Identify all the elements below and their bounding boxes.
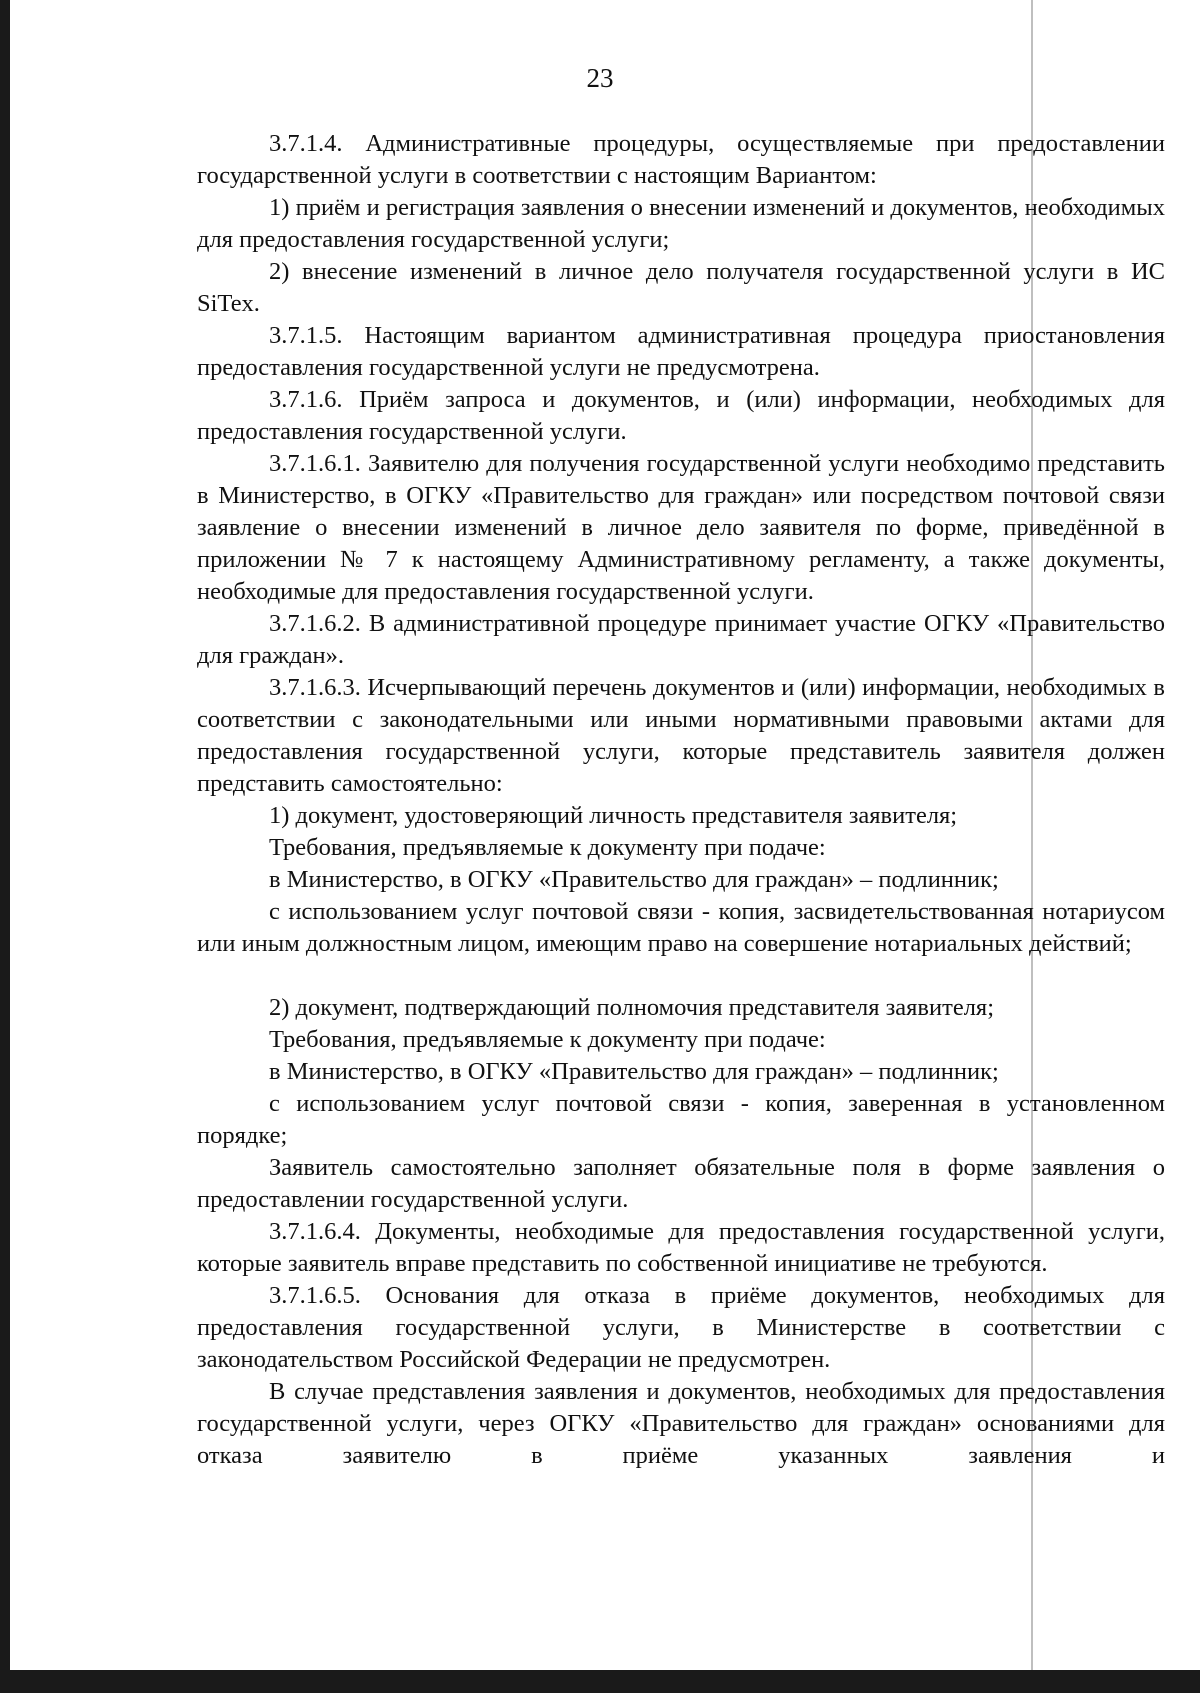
requirement-post-certified: с использованием услуг почтовой связи - копия, заверенная в установленном порядке; [197, 1090, 1165, 1149]
list-item-2-changes: 2) внесение изменений в личное дело получателя государственной услуги в ИС SiTex. [197, 258, 1165, 317]
document-body [197, 128, 1165, 1472]
requirements-heading-2: Требования, предъявляемые к документу при подаче: [269, 1026, 826, 1053]
paragraph-3-7-1-6: 3.7.1.6. Приём запроса и документов, и (или) информации, необходимых для предоставления государственной услуги. [197, 386, 1165, 445]
requirement-ministry: в Министерство, в ОГКУ «Правительство для граждан» – подлинник; [269, 866, 999, 893]
paragraph-3-7-1-6-3: 3.7.1.6.3. Исчерпывающий перечень документов и (или) информации, необходимых в соответствии с законодательными или иными нормативными правовыми актами для предоставления государственной услуги, которые представитель заявителя должен представить самостоятельно: [197, 674, 1165, 797]
scan-left-border [0, 0, 10, 1693]
paragraph-3-7-1-6-2: 3.7.1.6.2. В административной процедуре принимает участие ОГКУ «Правительство для граждан». [197, 610, 1165, 669]
paragraph-3-7-1-4: 3.7.1.4. Административные процедуры, осуществляемые при предоставлении государственной услуги в соответствии с настоящим Вариантом: [197, 130, 1165, 189]
paragraph-3-7-1-5: 3.7.1.5. Настоящим вариантом административная процедура приостановления предоставления государственной услуги не предусмотрена. [197, 322, 1165, 381]
scan-bottom-border [0, 1670, 1200, 1693]
requirement-ministry-2: в Министерство, в ОГКУ «Правительство для граждан» – подлинник; [269, 1058, 999, 1085]
applicant-fills-fields: Заявитель самостоятельно заполняет обязательные поля в форме заявления о предоставлении государственной услуги. [197, 1154, 1165, 1213]
page-number: 23 [586, 63, 614, 93]
list-item-identity-document: 1) документ, удостоверяющий личность представителя заявителя; [269, 802, 958, 829]
paragraph-3-7-1-6-4: 3.7.1.6.4. Документы, необходимые для предоставления государственной услуги, которые заявитель вправе представить по собственной инициативе не требуются. [197, 1218, 1165, 1277]
paragraph-3-7-1-6-1: 3.7.1.6.1. Заявителю для получения государственной услуги необходимо представить в Министерство, в ОГКУ «Правительство для граждан» или посредством почтовой связи заявление о внесении изменений в личное дело заявителя по форме, приведённой в приложении № 7 к настоящему Административному регламенту, а также документы, необходимые для предоставления государственной услуги. [197, 450, 1165, 605]
list-item-1-reception: 1) приём и регистрация заявления о внесении изменений и документов, необходимых для предоставления государственной услуги; [197, 194, 1165, 253]
paragraph-refusal-grounds: В случае представления заявления и документов, необходимых для предоставления государственной услуги, через ОГКУ «Правительство для граждан» основаниями для отказа заявителю в приёме указанных заявления и [197, 1378, 1165, 1469]
requirements-heading: Требования, предъявляемые к документу при подаче: [269, 834, 826, 861]
list-item-authority-document: 2) документ, подтверждающий полномочия представителя заявителя; [269, 994, 994, 1021]
requirement-post-notarized: с использованием услуг почтовой связи - копия, засвидетельствованная нотариусом или иным должностным лицом, имеющим право на совершение нотариальных действий; [197, 898, 1165, 957]
paragraph-3-7-1-6-5: 3.7.1.6.5. Основания для отказа в приёме документов, необходимых для предоставления государственной услуги, в Министерстве в соответствии с законодательством Российской Федерации не предусмотрен. [197, 1282, 1165, 1373]
